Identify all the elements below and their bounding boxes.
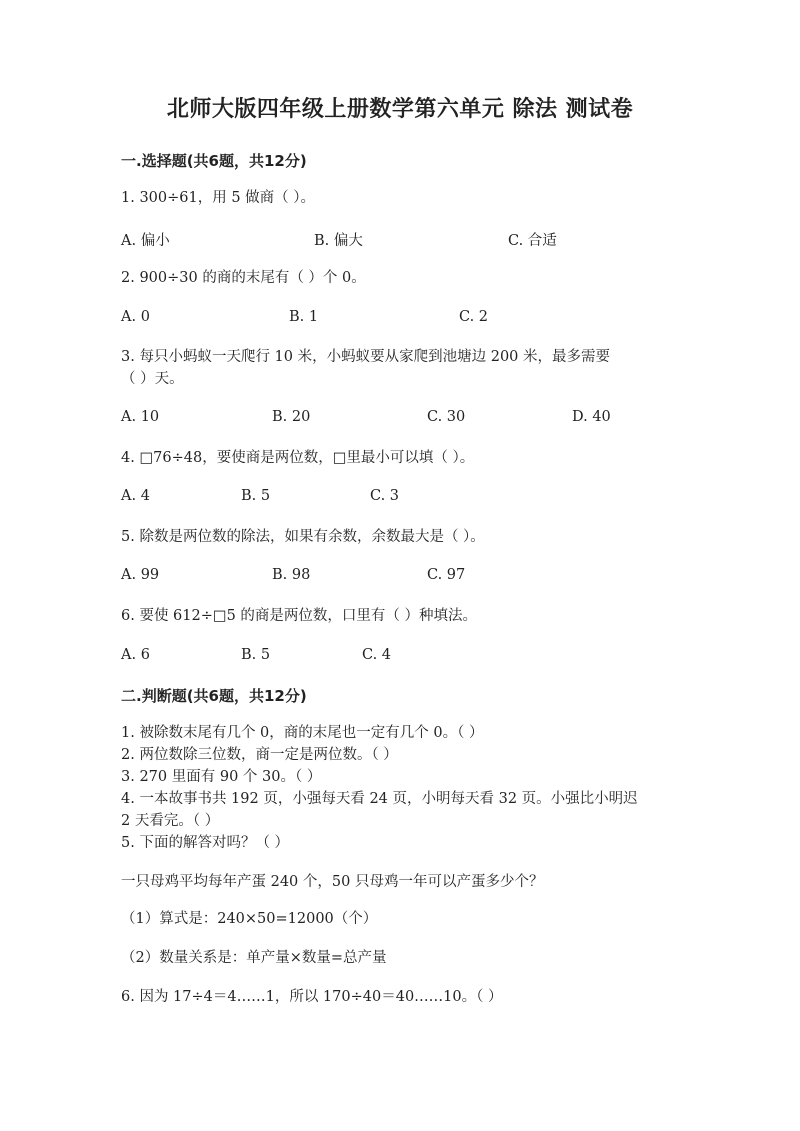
judgement-item-1: 1. 被除数末尾有几个 0，商的末尾也一定有几个 0。（ ）	[121, 725, 484, 741]
judgement-item-3: 3. 270 里面有 90 个 30。（ ）	[121, 769, 322, 785]
q5-option-b: B. 98	[272, 567, 311, 583]
question-5: 5. 除数是两位数的除法，如果有余数，余数最大是（ ）。	[121, 529, 485, 545]
page-title: 北师大版四年级上册数学第六单元 除法 测试卷	[166, 97, 634, 122]
q2-option-c: C. 2	[459, 309, 489, 325]
q5-option-a: A. 99	[121, 567, 160, 583]
section-heading-judgement: 二.判断题(共6题，共12分)	[121, 687, 307, 705]
q5-option-c: C. 97	[427, 567, 466, 583]
q1-option-b: B. 偏大	[314, 233, 363, 249]
q3-option-a: A. 10	[121, 409, 160, 425]
question-4: 4. □76÷48，要使商是两位数，□里最小可以填（ ）。	[121, 450, 475, 466]
question-6: 6. 要使 612÷□5 的商是两位数，口里有（ ）种填法。	[121, 608, 478, 624]
judgement-item-6: 6. 因为 17÷4＝4……1，所以 170÷40＝40……10。（ ）	[121, 989, 503, 1005]
problem-statement: 一只母鸡平均每年产蛋 240 个，50 只母鸡一年可以产蛋多少个？	[121, 874, 544, 890]
q1-option-c: C. 合适	[508, 233, 557, 249]
question-2: 2. 900÷30 的商的末尾有（ ）个 0。	[121, 270, 366, 286]
q3-option-b: B. 20	[272, 409, 311, 425]
q4-option-a: A. 4	[121, 488, 150, 504]
q6-option-a: A. 6	[121, 647, 150, 663]
judgement-item-5: 5. 下面的解答对吗？（ ）	[121, 835, 290, 851]
question-3-line-1: 3. 每只小蚂蚁一天爬行 10 米，小蚂蚁要从家爬到池塘边 200 米，最多需要	[121, 349, 611, 365]
q2-option-b: B. 1	[289, 309, 319, 325]
judgement-item-4-line-2: 2 天看完。（ ）	[121, 813, 220, 829]
q6-option-b: B. 5	[241, 647, 271, 663]
q1-option-a: A. 偏小	[121, 233, 170, 249]
q2-option-a: A. 0	[121, 309, 150, 325]
q6-option-c: C. 4	[362, 647, 392, 663]
solution-step-1: （1）算式是：240×50=12000（个）	[121, 911, 378, 927]
judgement-item-2: 2. 两位数除三位数，商一定是两位数。（ ）	[121, 747, 398, 763]
q4-option-c: C. 3	[370, 488, 400, 504]
q4-option-b: B. 5	[241, 488, 271, 504]
q3-option-d: D. 40	[572, 409, 611, 425]
q3-option-c: C. 30	[427, 409, 466, 425]
question-3-line-2: （ ）天。	[121, 371, 184, 387]
judgement-item-4-line-1: 4. 一本故事书共 192 页，小强每天看 24 页，小明每天看 32 页。小强比小明迟	[121, 791, 638, 807]
section-heading-choice: 一.选择题(共6题，共12分)	[121, 152, 307, 170]
solution-step-2: （2）数量关系是：单产量×数量=总产量	[121, 950, 387, 966]
question-1: 1. 300÷61，用 5 做商（ ）。	[121, 190, 316, 206]
